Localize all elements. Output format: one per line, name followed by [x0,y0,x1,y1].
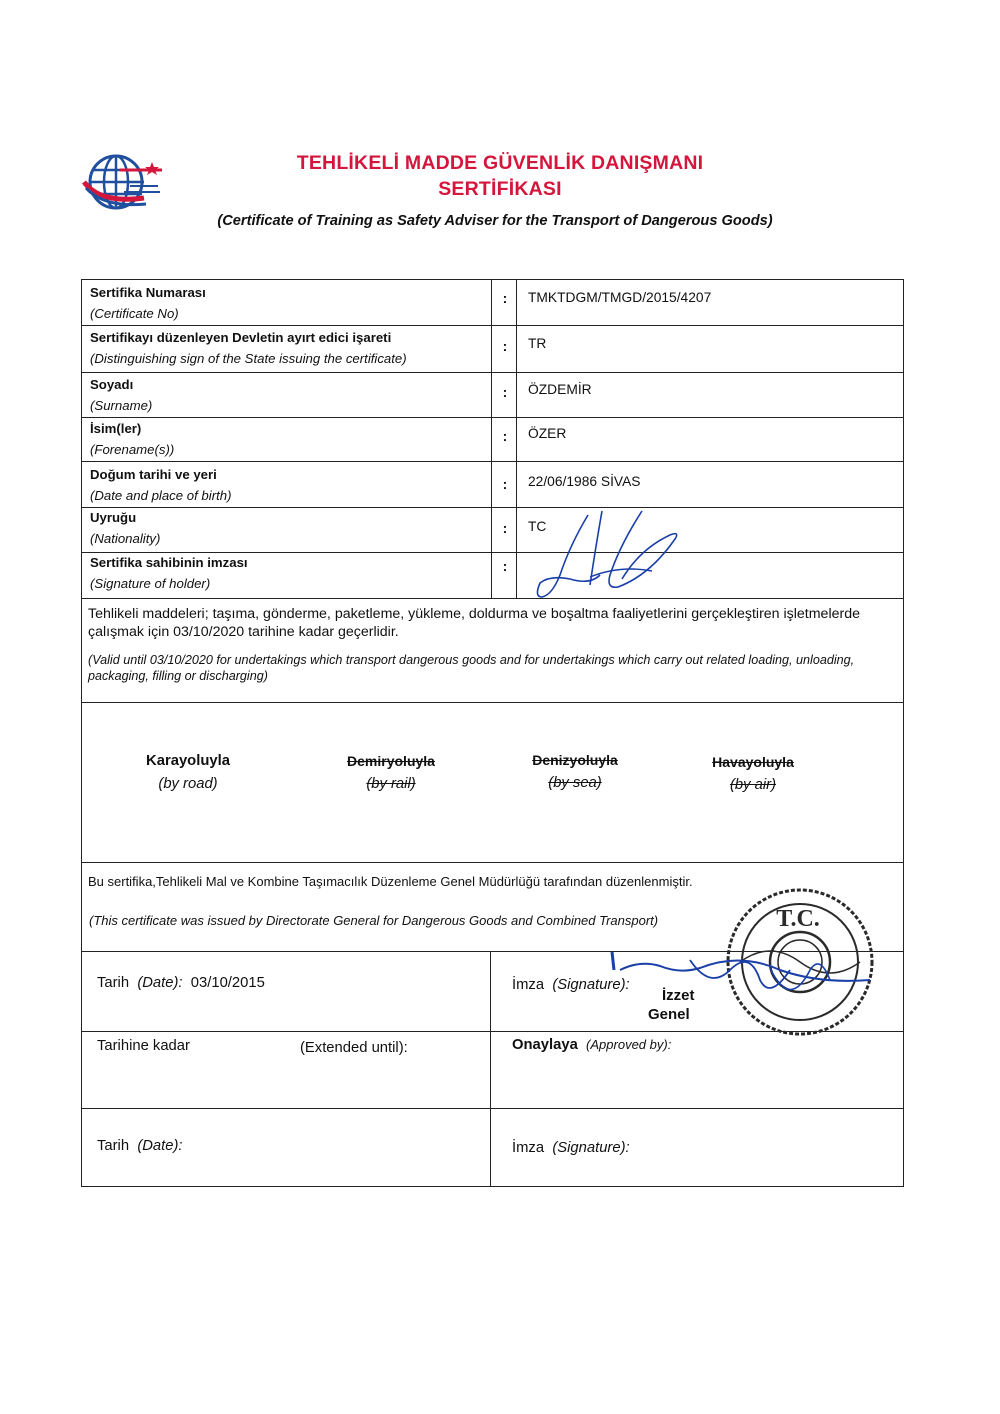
section-divider [81,702,904,703]
signature-label: İmza [512,1140,545,1156]
stamp-text: T.C. [776,906,820,932]
extended-until-label-en: (Extended until): [300,1040,408,1056]
column-divider [490,951,491,1187]
colon: : [502,558,508,574]
section-divider [81,1108,904,1109]
signature-label: İmza [512,977,545,993]
row-divider [81,325,904,326]
date-label: Tarih [97,975,130,991]
label-en: (Date and place of birth) [90,488,232,503]
mode-sea-struck [490,749,660,795]
date-label-en: (Date): [137,975,183,991]
label-tr: İsim(ler) [90,421,142,436]
issuer-statement-tr: Bu sertifika,Tehlikeli Mal ve Kombine Taşımacılık Düzenleme Genel Müdürlüğü tarafından düzenlenmiştir. [88,874,693,889]
mode-name-en: (by air) [729,777,777,793]
date-label: Tarih [97,1138,130,1154]
colon: : [502,476,508,492]
row-divider [81,598,904,599]
state-sign-value: TR [528,336,547,351]
colon: : [502,338,508,354]
label-en: (Signature of holder) [90,576,211,591]
column-divider [516,279,517,598]
column-divider [491,279,492,598]
ministry-globe-logo [80,148,166,214]
certificate-number-value: TMKTDGM/TMGD/2015/4207 [528,290,712,305]
mode-name: Karayoluyla [146,753,230,769]
field-label-nationality [90,507,160,549]
row-divider [81,461,904,462]
extended-until-label: Tarihine kadar [97,1038,190,1054]
field-label-state-sign [90,327,407,369]
label-en: (Surname) [90,398,153,413]
issue-date [97,975,265,991]
colon: : [502,290,508,306]
label-en: (Forename(s)) [90,442,175,457]
nationality-value: TC [528,519,547,534]
colon: : [502,520,508,536]
label-en: (Certificate No) [90,306,179,321]
field-label-certificate-no [90,282,206,324]
mode-name: Denizyoluyla [532,752,618,768]
validity-statement-tr: Tehlikeli maddeleri; taşıma, gönderme, paketleme, yükleme, doldurma ve boşaltma faaliyetlerini gerçekleştiren işletmelerde çalışmak için 03/10/2020 tarihine kadar geçerlidir. [88,606,860,640]
row-divider [81,372,904,373]
label-tr: Soyadı [90,377,134,392]
colon: : [502,384,508,400]
signer-title: Genel [648,1006,690,1023]
mode-road [103,750,273,796]
second-signature [512,1140,630,1156]
date-label-en: (Date): [137,1138,183,1154]
section-divider [81,862,904,863]
mode-air-struck [668,751,838,797]
holder-signature [530,505,700,605]
approved-by-label [512,1037,671,1053]
signer-name: İzzet [662,987,695,1004]
label-en: (Distinguishing sign of the State issuing the certificate) [90,351,407,366]
document-subtitle: (Certificate of Training as Safety Adviser for the Transport of Dangerous Goods) [217,213,773,229]
surname-value: ÖZDEMİR [528,382,592,397]
date-value: 03/10/2015 [190,975,265,991]
document-title: TEHLİKELİ MADDE GÜVENLİK DANIŞMANI [296,152,704,174]
second-date [97,1138,183,1154]
field-label-birth [90,464,231,506]
mode-name-en: (by sea) [548,775,602,791]
mode-name-en: (by rail) [366,776,416,792]
approved-label-en: (Approved by): [586,1037,672,1052]
issuer-statement-en: (This certificate was issued by Directorate General for Dangerous Goods and Combined Transport) [89,913,659,928]
signature-label-en: (Signature): [552,1140,630,1156]
label-tr: Uyruğu [90,510,137,525]
row-divider [81,507,904,508]
label-tr: Sertifika sahibinin imzası [90,555,248,570]
validity-statement-en: (Valid until 03/10/2020 for undertakings which transport dangerous goods and for undertakings which carry out related loading, unloading, packaging, filling or discharging) [88,653,855,683]
signature-label-en: (Signature): [552,977,630,993]
mode-name: Demiryoluyla [347,753,435,769]
official-signature [590,940,890,1020]
birth-value: 22/06/1986 SİVAS [528,474,641,489]
label-tr: Sertifikayı düzenleyen Devletin ayırt edici işareti [90,330,392,345]
forename-value: ÖZER [528,426,567,441]
colon: : [502,428,508,444]
mode-rail-struck [306,750,476,796]
label-tr: Doğum tarihi ve yeri [90,467,217,482]
label-en: (Nationality) [90,531,161,546]
field-label-surname [90,374,152,416]
label-tr: Sertifika Numarası [90,285,206,300]
mode-name-en: (by road) [158,776,218,792]
row-divider [81,417,904,418]
field-label-forename [90,418,174,460]
document-title-line2: SERTİFİKASI [438,178,562,200]
mode-name: Havayoluyla [712,754,794,770]
field-label-signature [90,552,248,594]
approved-label: Onaylaya [512,1037,578,1053]
